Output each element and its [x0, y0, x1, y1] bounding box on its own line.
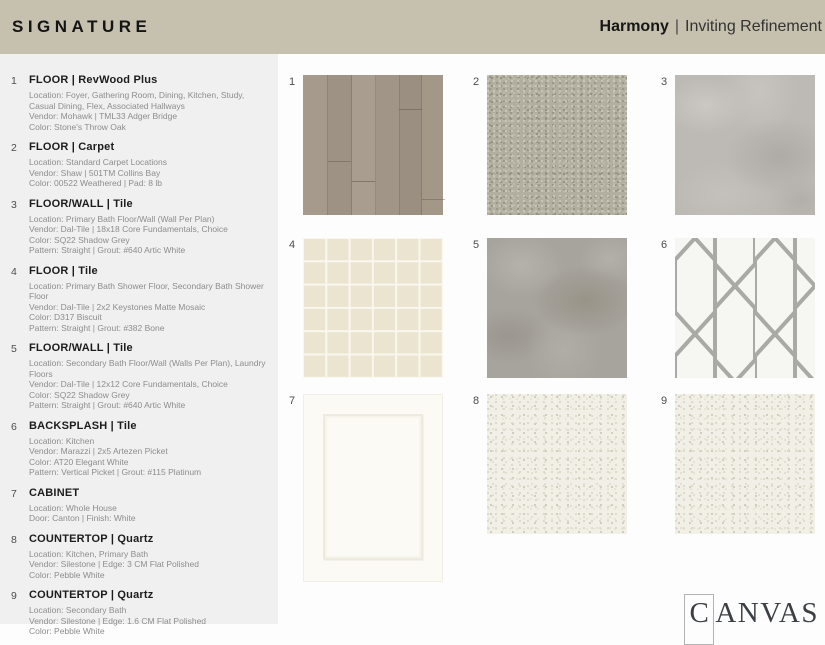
spec-item-location: Location: Kitchen	[29, 435, 95, 446]
spec-item-color: Color: SQ22 Shadow Grey	[29, 389, 130, 400]
swatch-number: 5	[473, 239, 480, 251]
header	[0, 0, 825, 54]
swatch-number: 3	[661, 76, 668, 88]
spec-item-number: 2	[11, 142, 17, 154]
swatch-number: 8	[473, 395, 480, 407]
swatch-cell-4	[289, 238, 443, 378]
spec-item-1	[0, 74, 270, 132]
spec-item-7	[0, 487, 270, 524]
spec-item-location: Location: Secondary Bath	[29, 605, 127, 615]
spec-item-pattern: Pattern: Vertical Picket | Grout: #115 Platinum	[29, 467, 202, 477]
spec-item-vendor: Vendor: Silestone | Edge: 1.6 CM Flat Polished	[29, 615, 207, 626]
spec-item-8	[0, 533, 270, 581]
swatch-mosaic-tile	[303, 238, 443, 378]
spec-item-number: 7	[11, 487, 17, 500]
spec-item-2	[0, 141, 270, 189]
spec-item-vendor: Vendor: Silestone | Edge: 3 CM Flat Polished	[29, 559, 199, 569]
spec-item-number: 3	[11, 198, 17, 211]
spec-item-title: FLOOR | Carpet	[29, 141, 115, 153]
swatch-cell-6	[661, 238, 815, 378]
swatch-cell-8	[473, 394, 627, 534]
spec-item-number: 5	[11, 343, 17, 355]
spec-item-color: Color: 00522 Weathered | Pad: 8 lb	[29, 178, 162, 188]
spec-item-3	[0, 198, 270, 256]
swatch-quartz	[487, 394, 627, 534]
spec-item-pattern: Pattern: Straight | Grout: #382 Bone	[29, 322, 165, 333]
cabinet-door-panel	[323, 414, 423, 560]
spec-item-title: FLOOR/WALL | Tile	[29, 342, 133, 354]
swatch-number: 4	[289, 239, 296, 251]
swatch-carpet	[487, 75, 627, 215]
collection-name: Harmony	[599, 18, 669, 35]
collection-title	[600, 18, 822, 36]
brand-title: SIGNATURE	[12, 17, 152, 36]
canvas-logo	[684, 594, 819, 645]
spec-item-number: 9	[11, 590, 17, 602]
spec-list-sidebar	[0, 54, 278, 636]
collection-tagline: Inviting Refinement	[685, 18, 822, 35]
canvas-logo-boxed-letter: C	[684, 594, 714, 645]
swatch-cell-1	[289, 75, 443, 215]
spec-item-vendor: Vendor: Dal-Tile | 18x18 Core Fundamentals, Choice	[29, 224, 228, 234]
picket-pattern-graphic	[675, 238, 815, 378]
spec-item-title: FLOOR | Tile	[29, 264, 98, 277]
spec-item-color: Color: SQ22 Shadow Grey	[29, 234, 130, 245]
spec-item-location: Location: Primary Bath Floor/Wall (Wall Per Plan)	[29, 213, 215, 224]
spec-item-location: Location: Secondary Bath Floor/Wall (Walls Per Plan), Laundry Floors	[29, 358, 266, 379]
spec-item-vendor: Vendor: Shaw | 501TM Collins Bay	[29, 167, 161, 178]
spec-item-location: Location: Foyer, Gathering Room, Dining, Kitchen, Study, Casual Dining, Flex, Associated Hallways	[29, 90, 245, 111]
spec-item-9	[0, 589, 270, 637]
swatch-cell-3	[661, 75, 815, 215]
collection-separator: |	[674, 18, 680, 35]
spec-item-title: FLOOR | RevWood Plus	[29, 74, 158, 86]
canvas-logo-text: ANVAS	[715, 597, 819, 629]
spec-item-5	[0, 342, 270, 411]
swatch-cell-7	[289, 394, 443, 582]
swatch-number: 2	[473, 76, 480, 88]
swatch-board	[278, 54, 825, 629]
swatch-cell-2	[473, 75, 627, 215]
spec-item-pattern: Pattern: Straight | Grout: #640 Artic White	[29, 245, 186, 255]
swatch-picket-tile	[675, 238, 815, 378]
spec-item-title: CABINET	[29, 486, 80, 499]
spec-item-location: Location: Primary Bath Shower Floor, Secondary Bath Shower Floor	[29, 280, 264, 301]
spec-item-location: Location: Kitchen, Primary Bath	[29, 548, 149, 559]
swatch-quartz	[675, 394, 815, 534]
spec-item-title: COUNTERTOP | Quartz	[29, 589, 154, 601]
swatch-number: 9	[661, 395, 668, 407]
spec-item-number: 8	[11, 533, 17, 546]
spec-item-location: Location: Standard Carpet Locations	[29, 157, 167, 167]
spec-item-color: Color: Stone's Throw Oak	[29, 121, 126, 132]
swatch-stone-tile	[675, 75, 815, 215]
spec-item-number: 6	[11, 420, 17, 433]
spec-item-title: BACKSPLASH | Tile	[29, 419, 137, 432]
spec-item-vendor: Vendor: Dal-Tile | 12x12 Core Fundamentals, Choice	[29, 379, 228, 389]
swatch-number: 1	[289, 76, 296, 88]
spec-item-vendor: Vendor: Marazzi | 2x5 Artezen Picket	[29, 446, 168, 456]
swatch-cell-5	[473, 238, 627, 378]
spec-item-title: COUNTERTOP | Quartz	[29, 532, 154, 545]
spec-item-door: Door: Canton | Finish: White	[29, 513, 136, 523]
spec-item-color: Color: D317 Biscuit	[29, 312, 102, 322]
spec-item-location: Location: Whole House	[29, 502, 117, 513]
spec-item-color: Color: Pebble White	[29, 626, 105, 636]
spec-item-6	[0, 420, 270, 478]
spec-item-4	[0, 265, 270, 334]
swatch-stone-tile	[487, 238, 627, 378]
spec-item-pattern: Pattern: Straight | Grout: #640 Artic White	[29, 400, 186, 410]
swatch-cabinet-door	[303, 394, 443, 582]
swatch-wood-plank-floor	[303, 75, 443, 215]
spec-item-color: Color: AT20 Elegant White	[29, 456, 129, 467]
spec-item-vendor: Vendor: Mohawk | TML33 Adger Bridge	[29, 111, 178, 121]
swatch-number: 6	[661, 239, 668, 251]
spec-item-title: FLOOR/WALL | Tile	[29, 197, 133, 210]
spec-item-number: 4	[11, 265, 17, 278]
spec-item-color: Color: Pebble White	[29, 569, 105, 580]
swatch-number: 7	[289, 395, 296, 407]
spec-item-vendor: Vendor: Dal-Tile | 2x2 Keystones Matte Mosaic	[29, 301, 206, 312]
swatch-cell-9	[661, 394, 815, 534]
spec-item-number: 1	[11, 75, 17, 87]
